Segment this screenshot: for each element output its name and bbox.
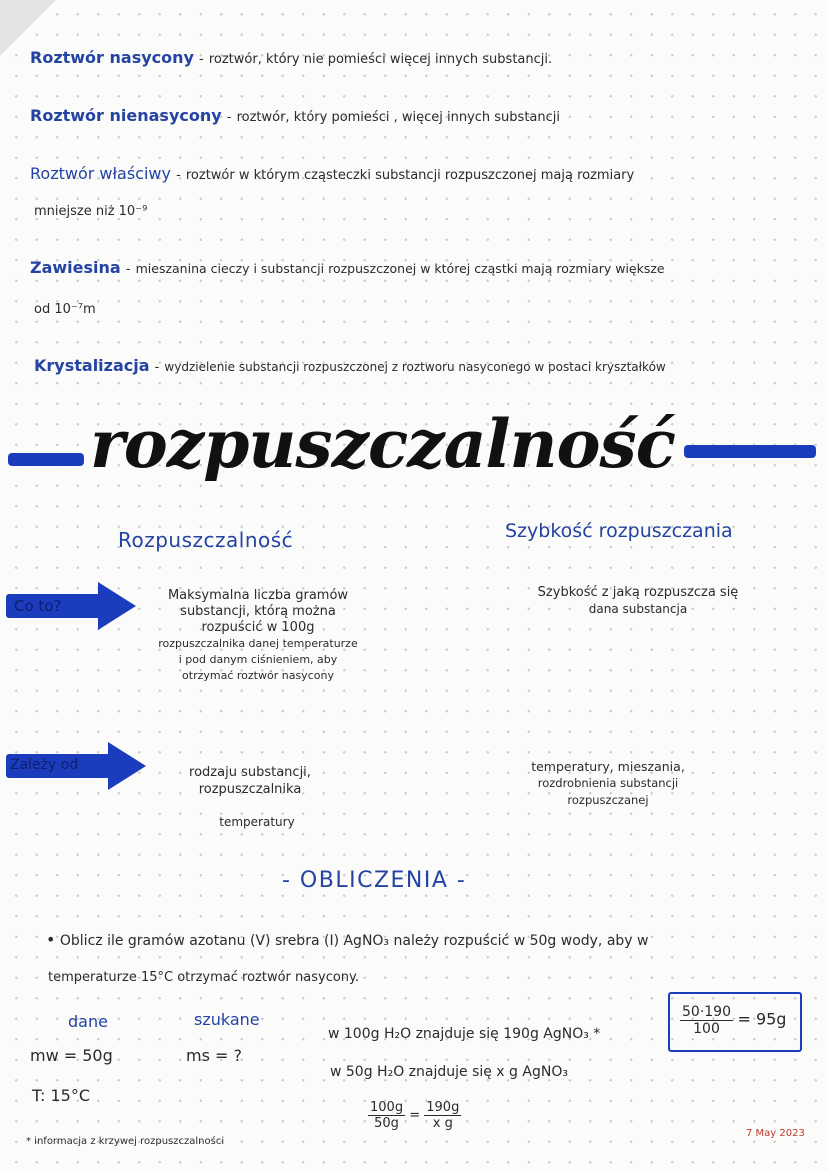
arrow-right-icon xyxy=(108,742,146,790)
text-line: Szybkość z jaką rozpuszcza się xyxy=(537,585,739,600)
page-title: rozpuszczalność xyxy=(90,405,675,483)
definition-separator: - xyxy=(199,52,204,67)
definition-separator: - xyxy=(125,262,131,277)
fraction-numerator: 50·190 xyxy=(682,1004,731,1020)
equals-sign: = xyxy=(409,1108,421,1123)
definition-term: Krystalizacja xyxy=(34,356,150,375)
fraction-numerator: 190g xyxy=(426,1100,460,1115)
proportion xyxy=(368,1100,461,1131)
definition-separator: - xyxy=(226,110,232,125)
definition-term: Roztwór właściwy xyxy=(30,164,171,183)
fraction-denominator: 100 xyxy=(693,1021,720,1037)
what-right-text xyxy=(508,584,768,618)
given-label: dane xyxy=(68,1012,108,1031)
definition-unsaturated xyxy=(30,106,560,125)
column-header-dissolution-rate: Szybkość rozpuszczania xyxy=(505,520,733,542)
date-stamp: 7 May 2023 xyxy=(746,1128,805,1139)
fraction-denominator: 50g xyxy=(374,1116,399,1131)
text-line: i pod danym ciśnieniem, aby xyxy=(178,653,338,666)
task-text: Oblicz ile gramów azotanu (V) srebra (I) AgNO₃ należy rozpuścić w 50g wody, aby w xyxy=(59,933,649,949)
given-water-mass: mw = 50g xyxy=(30,1046,113,1065)
text-line: rozpuścić w 100g xyxy=(201,620,315,635)
task-line-1 xyxy=(46,930,648,949)
fraction-left xyxy=(368,1100,405,1131)
definition-text-continued: mniejsze niż 10⁻⁹ xyxy=(34,204,148,219)
definition-text: mieszanina cieczy i substancji rozpuszczonej w której cząstki mają rozmiary większe xyxy=(135,261,665,276)
text-line: rozpuszczalnika xyxy=(198,782,302,797)
fraction-numerator: 100g xyxy=(370,1100,404,1115)
definition-separator: - xyxy=(176,168,181,183)
definition-term: Roztwór nasycony xyxy=(30,48,194,67)
definition-term: Zawiesina xyxy=(30,258,121,277)
definition-crystallization xyxy=(34,356,666,375)
calc-step-2: w 50g H₂O znajduje się x g AgNO₃ xyxy=(330,1064,568,1080)
result-value: = 95g xyxy=(737,1009,787,1029)
definition-text: wydzielenie substancji rozpuszczonej z roztworu nasyconego w postaci kryształków xyxy=(164,360,666,374)
definition-saturated xyxy=(30,48,552,67)
text-line: otrzymać roztwór nasycony xyxy=(182,669,334,682)
fraction-denominator: x g xyxy=(432,1116,453,1131)
title-bar-left xyxy=(8,453,84,466)
section-header-calculations: - OBLICZENIA - xyxy=(282,868,467,893)
depends-right-text xyxy=(498,758,718,809)
arrow-right-icon xyxy=(98,582,136,630)
what-left-text xyxy=(138,588,378,684)
text-line: temperatury xyxy=(219,815,295,829)
calc-step-1: w 100g H₂O znajduje się 190g AgNO₃ * xyxy=(328,1026,601,1042)
sought-label: szukane xyxy=(194,1010,260,1029)
row-label-depends: Zależy od xyxy=(10,757,79,773)
definition-suspension xyxy=(30,258,665,277)
text-line: rozpuszczalnika danej temperaturze xyxy=(158,637,358,650)
column-header-solubility: Rozpuszczalność xyxy=(118,528,294,552)
definition-true-solution xyxy=(30,164,634,183)
definition-separator: - xyxy=(154,360,160,375)
definition-text: roztwór w którym cząsteczki substancji rozpuszczonej mają rozmiary xyxy=(185,168,635,183)
given-temperature: T: 15°C xyxy=(32,1086,91,1105)
text-line: Maksymalna liczba gramów xyxy=(167,588,349,603)
text-line: dana substancja xyxy=(588,602,688,616)
definition-term: Roztwór nienasycony xyxy=(30,106,222,125)
title-bar-right xyxy=(684,445,816,458)
text-line: rozpuszczanej xyxy=(567,793,649,807)
result xyxy=(680,1004,786,1037)
definition-text: roztwór, który pomieści , więcej innych substancji xyxy=(236,110,560,125)
text-line: rodzaju substancji, xyxy=(189,765,311,780)
fraction-right xyxy=(424,1100,461,1131)
bullet-icon: • xyxy=(46,930,56,949)
sought-solute-mass: ms = ? xyxy=(186,1046,242,1065)
depends-left-text xyxy=(160,764,340,831)
result-fraction xyxy=(680,1004,733,1037)
text-line: rozdrobnienia substancji xyxy=(537,776,679,790)
text-line: temperatury, mieszania, xyxy=(531,759,685,774)
row-label-what: Co to? xyxy=(14,597,62,615)
task-line-2: temperaturze 15°C otrzymać roztwór nasycony. xyxy=(48,970,360,985)
text-line: substancji, którą można xyxy=(180,604,336,619)
definition-text-continued: od 10⁻⁷m xyxy=(34,302,96,317)
definition-text: roztwór, który nie pomieści więcej innych substancji. xyxy=(208,52,553,67)
footnote: * informacja z krzywej rozpuszczalności xyxy=(26,1136,225,1147)
